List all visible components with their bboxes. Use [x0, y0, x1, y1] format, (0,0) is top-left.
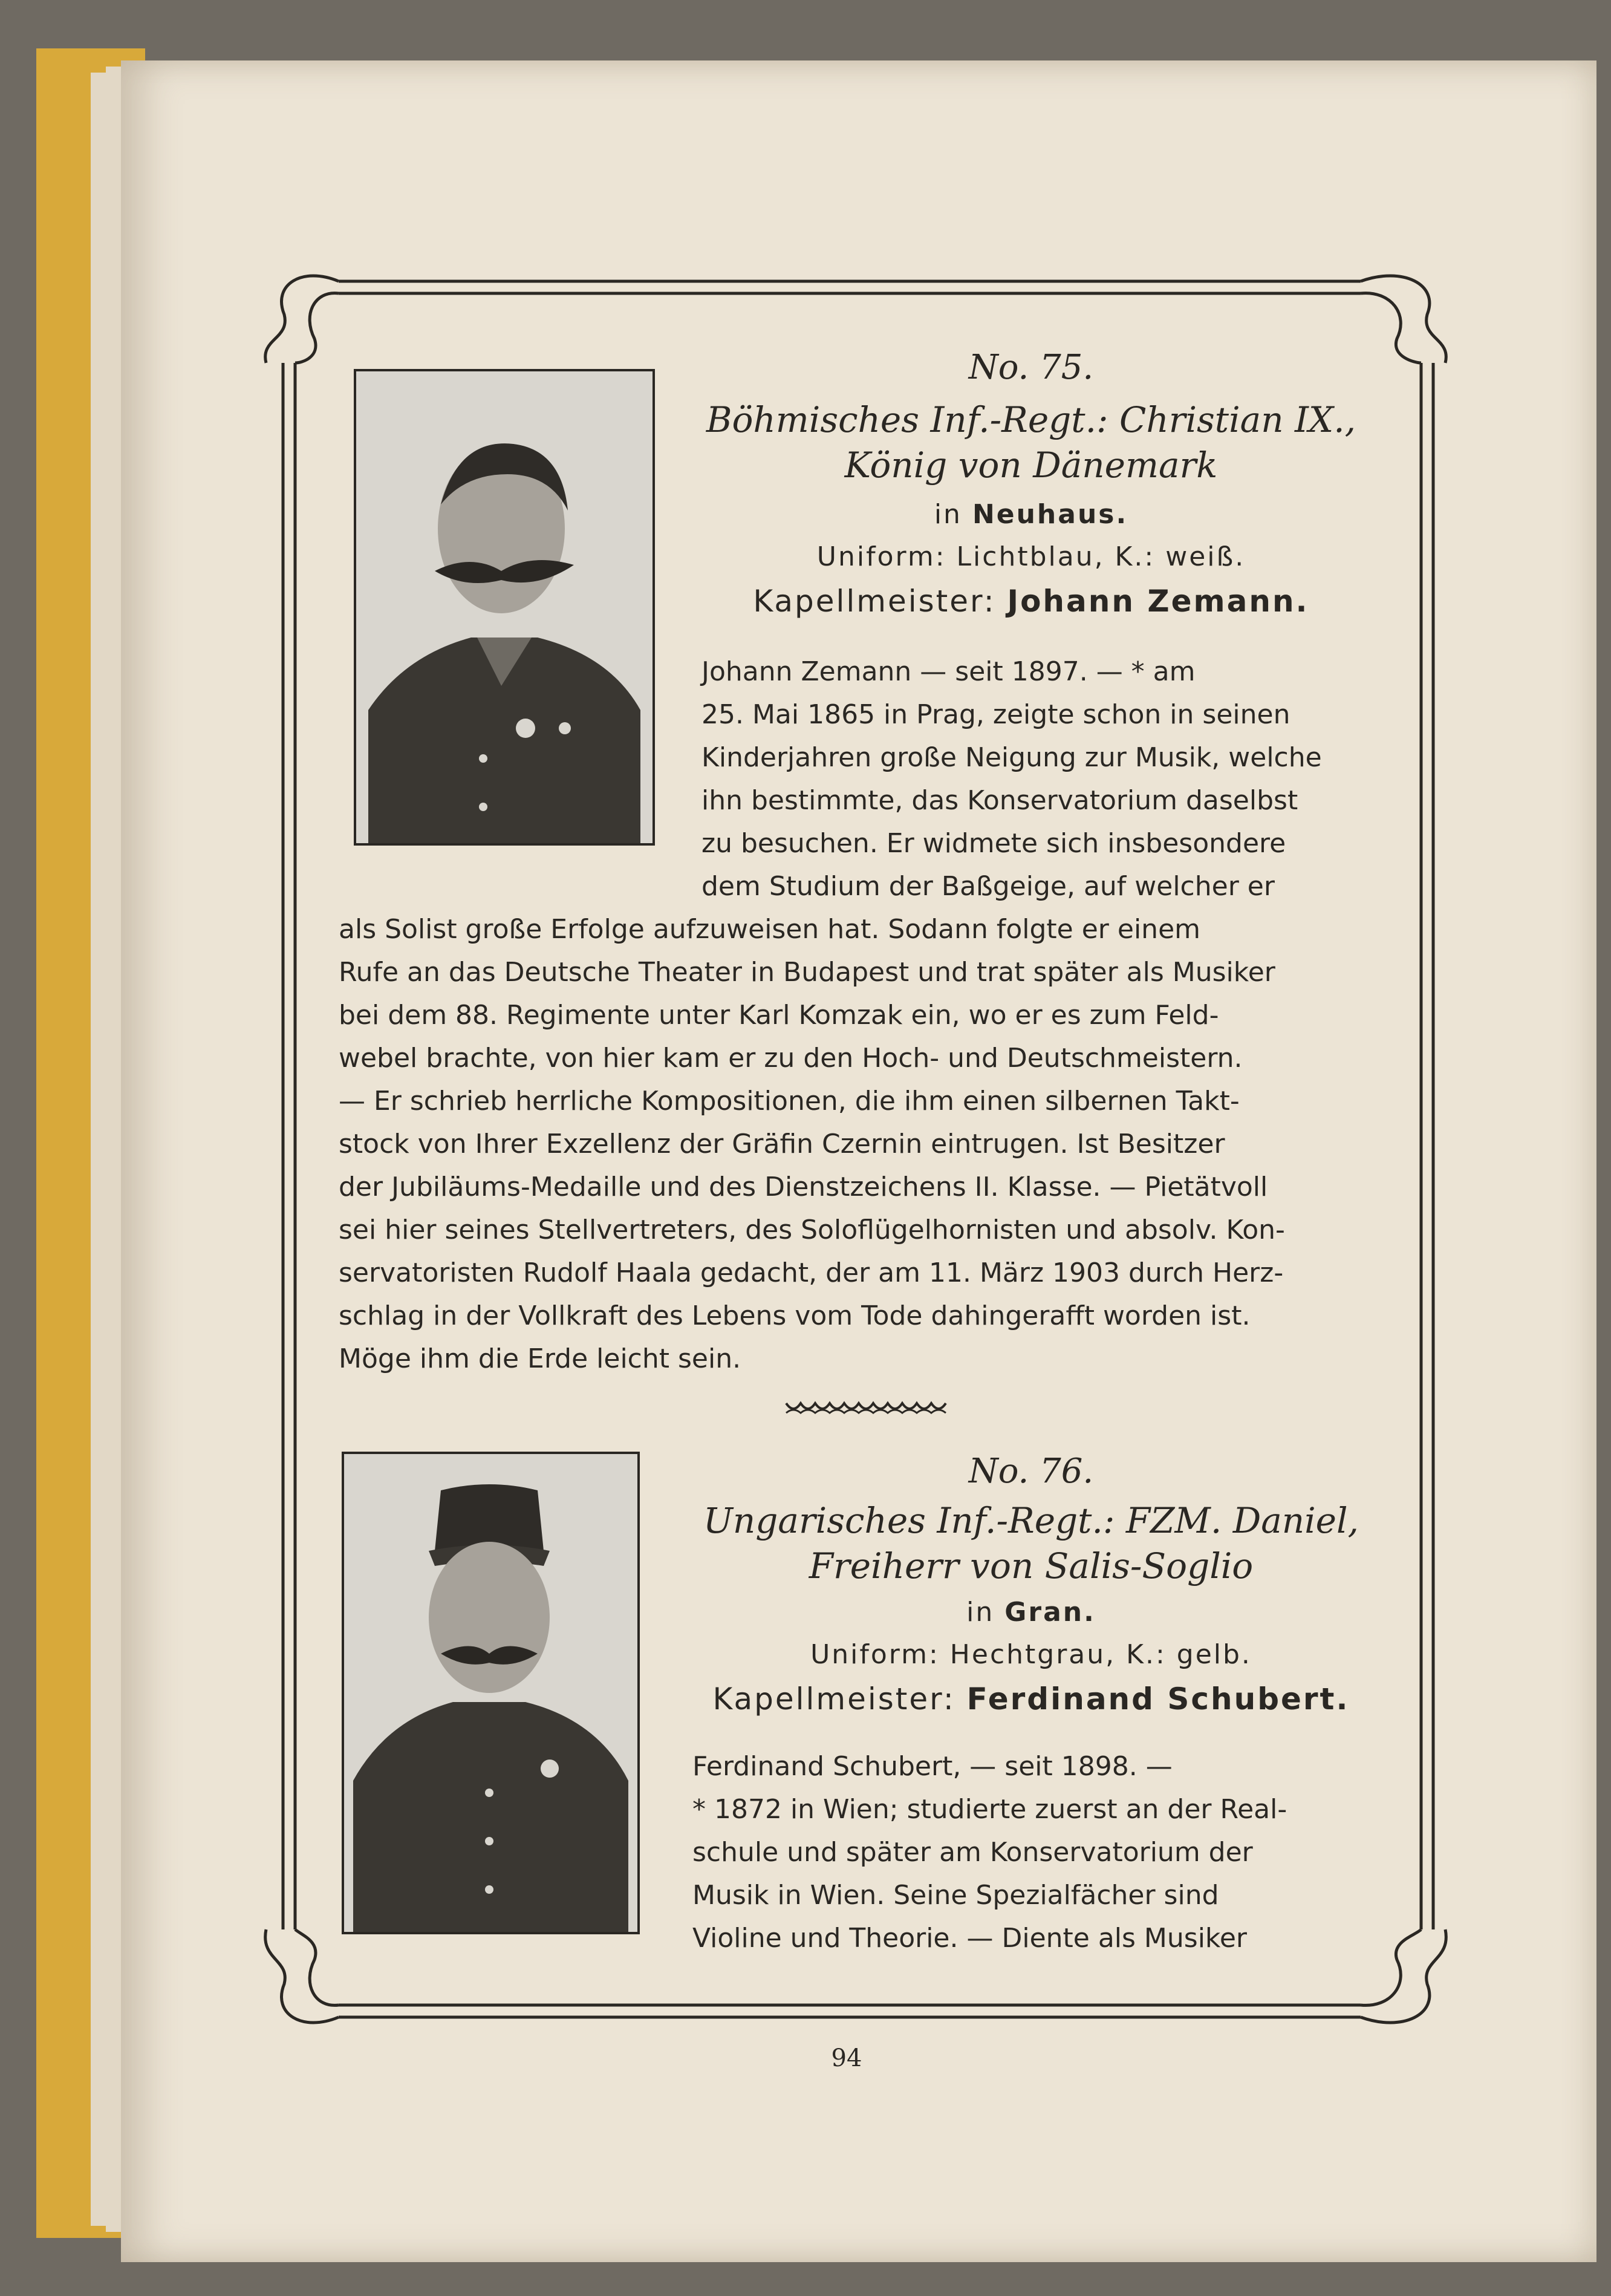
entry-number: No. 75. — [968, 348, 1094, 387]
text-line: Kinderjahren große Neigung zur Musik, welche — [701, 742, 1322, 773]
text-line: 25. Mai 1865 in Prag, zeigte schon in seinen — [701, 699, 1290, 730]
text-line: Musik in Wien. Seine Spezialfächer sind — [692, 1880, 1219, 1911]
text-line: * 1872 in Wien; studierte zuerst an der Real- — [692, 1794, 1287, 1825]
garrison-location — [653, 1597, 1409, 1628]
entry-number: No. 76. — [968, 1452, 1094, 1491]
text-line: Möge ihm die Erde leicht sein. — [339, 1343, 741, 1374]
text-line: Johann Zemann — seit 1897. — * am — [701, 656, 1196, 687]
text-line: servatoristen Rudolf Haala gedacht, der am 11. März 1903 durch Herz- — [339, 1257, 1284, 1288]
uniform-description: Uniform: Hechtgrau, K.: gelb. — [810, 1639, 1252, 1670]
regiment-title-line2: König von Dänemark — [844, 445, 1218, 486]
location-prefix: in — [966, 1597, 995, 1628]
portrait-photo-ferdinand-schubert — [342, 1452, 640, 1934]
kapellmeister-name: Ferdinand Schubert. — [966, 1681, 1350, 1717]
text-line: schlag in der Vollkraft des Lebens vom Tode dahingerafft worden ist. — [339, 1300, 1251, 1331]
text-line: bei dem 88. Regimente unter Karl Komzak ein, wo er es zum Feld- — [339, 1000, 1219, 1031]
kapellmeister-line — [653, 584, 1409, 619]
text-line: ihn bestimmte, das Konservatorium daselbst — [701, 785, 1298, 816]
text-line: — Er schrieb herrliche Kompositionen, die ihm einen silbernen Takt- — [339, 1086, 1240, 1117]
regiment-title-line1: Böhmisches Inf.-Regt.: Christian IX., — [706, 399, 1356, 440]
text-line: zu besuchen. Er widmete sich insbesondere — [701, 828, 1286, 859]
kapellmeister-label: Kapellmeister: — [753, 584, 996, 619]
location-prefix: in — [934, 499, 962, 530]
text-line: schule und später am Konservatorium der — [692, 1837, 1253, 1868]
uniform-description: Uniform: Lichtblau, K.: weiß. — [816, 541, 1246, 572]
biography-narrow — [701, 650, 1373, 908]
text-line: dem Studium der Baßgeige, auf welcher er — [701, 871, 1275, 902]
regiment-title-line2: Freiherr von Salis-Soglio — [809, 1545, 1254, 1587]
text-line: Violine und Theorie. — Diente als Musiker — [692, 1923, 1247, 1954]
text-line: der Jubiläums-Medaille und des Dienstzeichens II. Klasse. — Pietätvoll — [339, 1172, 1268, 1202]
text-line: sei hier seines Stellvertreters, des Soloflügelhornisten und absolv. Kon- — [339, 1215, 1285, 1245]
text-line: webel brachte, von hier kam er zu den Hoch- und Deutschmeistern. — [339, 1043, 1243, 1074]
text-line: stock von Ihrer Exzellenz der Gräfin Czernin eintrugen. Ist Besitzer — [339, 1129, 1225, 1159]
text-line: als Solist große Erfolge aufzuweisen hat. Sodann folgte er einem — [339, 914, 1200, 945]
biography-wide — [339, 908, 1373, 1380]
location-name: Gran. — [1004, 1597, 1096, 1628]
portrait-photo-johann-zemann — [354, 369, 655, 846]
regiment-title-line1: Ungarisches Inf.-Regt.: FZM. Daniel, — [703, 1500, 1359, 1541]
location-name: Neuhaus. — [972, 499, 1128, 530]
biography-narrow — [692, 1745, 1364, 1960]
garrison-location — [653, 499, 1409, 530]
page-number: 94 — [831, 2044, 862, 2072]
text-line: Ferdinand Schubert, — seit 1898. — — [692, 1751, 1173, 1782]
text-line: Rufe an das Deutsche Theater in Budapest und trat später als Musiker — [339, 957, 1275, 988]
kapellmeister-name: Johann Zemann. — [1007, 584, 1309, 619]
kapellmeister-line — [653, 1681, 1409, 1717]
kapellmeister-label: Kapellmeister: — [712, 1681, 955, 1717]
